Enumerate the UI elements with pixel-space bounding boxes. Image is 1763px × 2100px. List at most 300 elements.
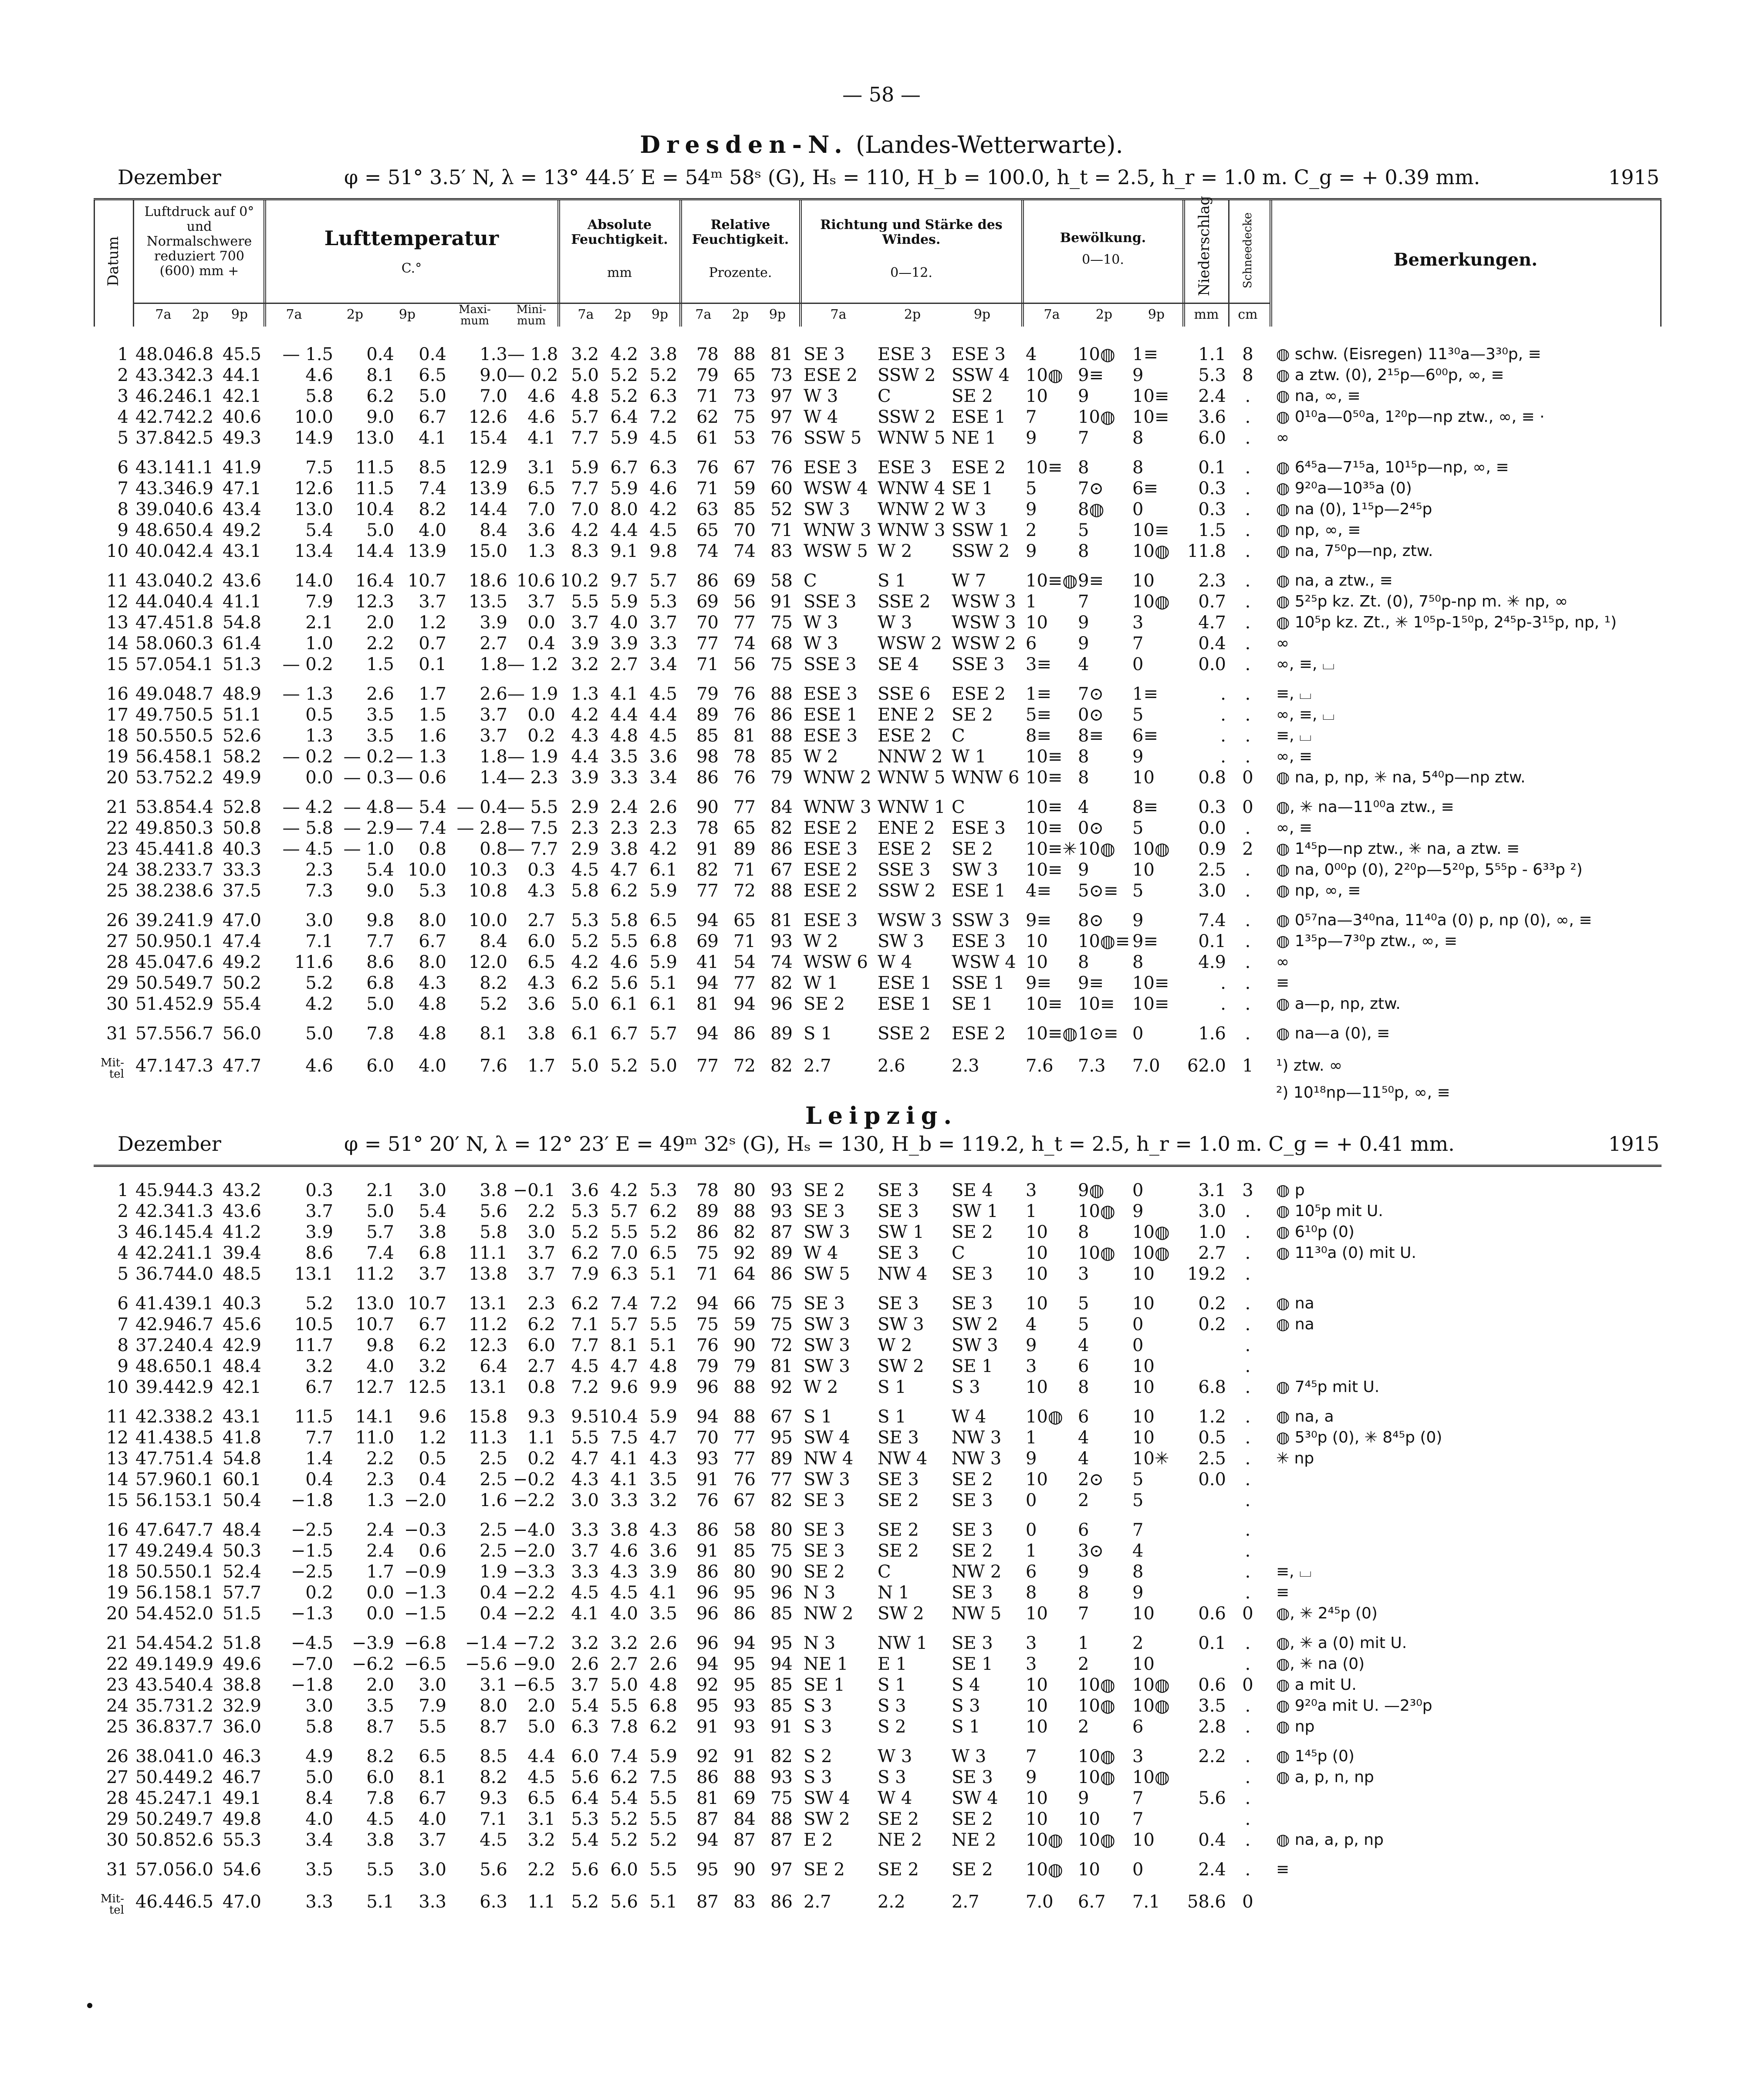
temp-9p-cell: 1.2 — [419, 613, 446, 633]
cloud-7a-cell: 10 — [1026, 1470, 1048, 1490]
temp-9p-cell: 1.6 — [419, 726, 446, 746]
remarks-cell: ◍ na—a (0), ≡ — [1276, 1025, 1390, 1042]
mean-label: Mit-tel — [100, 1056, 124, 1081]
rel-hum-2p-cell: 79 — [733, 1356, 756, 1376]
temp-7a-cell: — 0.2 — [282, 747, 333, 767]
rel-hum-9p-cell: 72 — [770, 1335, 793, 1355]
cloud-9p-cell: 10◍ — [1132, 1243, 1170, 1263]
remarks-cell: ◍ 0¹⁰a—0⁵⁰a, 1²⁰p—np ztw., ∞, ≡ · — [1276, 408, 1545, 426]
snow-cover-cell: . — [1245, 1024, 1251, 1044]
snow-cover-cell: . — [1245, 1449, 1251, 1469]
pressure-9p-cell: 49.2 — [222, 952, 261, 972]
wind-2p-cell: ESE 1 — [878, 973, 932, 993]
rel-hum-7a-cell: 82 — [696, 860, 719, 880]
pressure-7a-cell: 41.4 — [135, 1294, 174, 1314]
wind-2p-cell: NW 1 — [878, 1633, 928, 1653]
snow-cover-cell: . — [1245, 458, 1251, 478]
pressure-2p-cell: 49.9 — [174, 1654, 213, 1674]
pressure-7a-cell: 53.8 — [135, 797, 174, 817]
rel-hum-2p-cell: 72 — [733, 1056, 756, 1076]
remarks-cell: ◍ na, a — [1276, 1408, 1334, 1426]
abs-hum-7a-cell: 4.4 — [571, 747, 599, 767]
abs-hum-2p-cell: 2.7 — [610, 654, 638, 674]
rel-hum-2p-cell: 54 — [733, 952, 756, 972]
day-cell: 3 — [117, 386, 128, 406]
abs-hum-7a-cell: 10.2 — [560, 571, 599, 591]
abs-hum-7a-cell: 5.9 — [571, 458, 599, 478]
temp-9p-cell: 7.9 — [419, 1696, 446, 1716]
cloud-9p-cell: 10◍ — [1132, 1767, 1170, 1787]
remarks-cell: ∞, ≡ — [1276, 748, 1313, 765]
temp-2p-cell: 2.1 — [366, 1180, 394, 1200]
remarks-cell: ◍, ✳ a (0) mit U. — [1276, 1634, 1407, 1652]
cloud-9p-cell: 10◍ — [1132, 839, 1170, 859]
pressure-9p-cell: 40.3 — [222, 1294, 261, 1314]
precipitation-cell: 0.9 — [1198, 839, 1226, 859]
wind-2p-cell: ENE 2 — [878, 818, 935, 838]
day-cell: 21 — [106, 1633, 128, 1653]
wind-9p-cell: S 4 — [952, 1675, 980, 1695]
remarks-cell: ◍ 10⁵p mit U. — [1276, 1202, 1383, 1220]
precipitation-cell: 3.6 — [1198, 407, 1226, 427]
wind-7a-cell: WSW 6 — [804, 952, 868, 972]
pressure-7a-cell: 42.3 — [135, 1407, 174, 1427]
remarks-cell: ◍ na, a, p, np — [1276, 1831, 1384, 1849]
cloud-7a-cell: 6 — [1026, 634, 1037, 654]
table-row — [94, 839, 1662, 860]
sub-2p: 2p — [192, 307, 209, 322]
cloud-9p-cell: 5 — [1132, 1490, 1144, 1510]
abs-hum-7a-cell: 5.4 — [571, 1830, 599, 1850]
cloud-2p-cell: 1⊙≡ — [1078, 1024, 1118, 1044]
mean-row — [94, 1891, 1662, 1918]
temp-min-cell: 0.0 — [527, 705, 555, 725]
snow-cover-cell: . — [1245, 952, 1251, 972]
pressure-2p-cell: 47.1 — [174, 1788, 213, 1808]
temp-9p-cell: 3.7 — [419, 1264, 446, 1284]
abs-hum-2p-cell: 6.0 — [610, 1860, 638, 1880]
temp-7a-cell: 2.1 — [305, 613, 333, 633]
remarks-cell: ◍ 10⁵p kz. Zt., ✳ 1⁰⁵p-1⁵⁰p, 2⁴⁵p-3¹⁵p, np, ¹) — [1276, 613, 1617, 631]
cloud-2p-cell: 6 — [1078, 1356, 1089, 1376]
pressure-2p-cell: 54.2 — [174, 1633, 213, 1653]
abs-hum-2p-cell: 6.7 — [610, 1024, 638, 1044]
rule — [263, 200, 266, 327]
sub-9p: 9p — [1148, 307, 1165, 322]
temp-7a-cell: 12.6 — [294, 479, 333, 499]
table-row — [94, 428, 1662, 448]
pressure-2p-cell: 41.3 — [174, 1201, 213, 1221]
pressure-2p-cell: 49.7 — [174, 973, 213, 993]
day-cell: 20 — [106, 768, 128, 788]
rel-hum-7a-cell: 71 — [696, 386, 719, 406]
pressure-2p-cell: 41.0 — [174, 1746, 213, 1766]
temp-7a-cell: 8.4 — [305, 1788, 333, 1808]
pressure-2p-cell: 40.4 — [174, 1335, 213, 1355]
pressure-2p-cell: 49.7 — [174, 1809, 213, 1829]
pressure-9p-cell: 49.3 — [222, 428, 261, 448]
temp-2p-cell: 7.7 — [366, 931, 394, 951]
abs-hum-7a-cell: 9.5 — [571, 1407, 599, 1427]
wind-9p-cell: SE 2 — [952, 1470, 993, 1490]
cloud-9p-cell: 10≡ — [1132, 994, 1169, 1014]
wind-9p-cell: ESE 2 — [952, 1024, 1006, 1044]
rel-hum-9p-cell: 90 — [770, 1562, 793, 1582]
cloud-7a-cell: 0 — [1026, 1520, 1037, 1540]
temp-min-cell: −2.2 — [513, 1490, 555, 1510]
temp-min-cell: 1.1 — [527, 1892, 555, 1912]
temp-min-cell: 6.0 — [527, 931, 555, 951]
cloud-7a-cell: 3 — [1026, 1180, 1037, 1200]
abs-hum-2p-cell: 5.5 — [610, 1222, 638, 1242]
table-row — [94, 570, 1662, 591]
wind-2p-cell: ESE 3 — [878, 458, 932, 478]
rel-hum-7a-cell: 95 — [696, 1696, 719, 1716]
abs-hum-7a-cell: 3.9 — [571, 634, 599, 654]
temp-9p-cell: 6.5 — [419, 1746, 446, 1766]
remarks-cell: ≡ — [1276, 1584, 1290, 1601]
wind-2p-cell: SE 2 — [878, 1860, 919, 1880]
precipitation-cell: 1.5 — [1198, 520, 1226, 540]
abs-hum-2p-cell: 4.5 — [610, 1583, 638, 1603]
table-row — [94, 910, 1662, 931]
rel-hum-9p-cell: 85 — [770, 1675, 793, 1695]
temp-min-cell: −0.2 — [513, 1470, 555, 1490]
day-cell: 9 — [117, 1356, 128, 1376]
wind-7a-cell: WSW 5 — [804, 541, 868, 561]
cloud-2p-cell: 10◍ — [1078, 407, 1115, 427]
wind-2p-cell: SW 1 — [878, 1222, 924, 1242]
pressure-7a-cell: 50.5 — [135, 973, 174, 993]
pressure-9p-cell: 43.2 — [222, 1180, 261, 1200]
wind-9p-cell: SSW 4 — [952, 365, 1010, 385]
temp-7a-cell: 0.5 — [305, 705, 333, 725]
wind-7a-cell: W 3 — [804, 613, 838, 633]
abs-hum-9p-cell: 5.2 — [649, 1830, 677, 1850]
temp-min-cell: — 1.8 — [507, 344, 558, 364]
abs-hum-7a-cell: 2.9 — [571, 797, 599, 817]
table-row — [94, 952, 1662, 973]
wind-9p-cell: W 3 — [952, 499, 986, 519]
rel-hum-7a-cell: 94 — [696, 1407, 719, 1427]
snow-cover-cell: . — [1245, 1860, 1251, 1880]
cloud-2p-cell: 9≡ — [1078, 365, 1104, 385]
pressure-2p-cell: 51.4 — [174, 1449, 213, 1469]
wind-7a-cell: SE 2 — [804, 1860, 845, 1880]
station-parameters: φ = 51° 3.5′ N, λ = 13° 44.5′ E = 54ᵐ 58ˢ (G), Hₛ = 110, H_b = 100.0, h_t = 2.5, h_r = 1.0 m. C_g = + 0.39 mm. — [344, 165, 1480, 189]
rel-hum-7a-cell: 78 — [696, 818, 719, 838]
pressure-9p-cell: 48.4 — [222, 1356, 261, 1376]
cloud-2p-cell: 9 — [1078, 634, 1089, 654]
cloud-2p-cell: 8 — [1078, 768, 1089, 788]
year-label: 1915 — [1608, 165, 1659, 189]
temp-9p-cell: — 1.3 — [395, 747, 446, 767]
wind-7a-cell: C — [804, 571, 817, 591]
cloud-9p-cell: 10≡ — [1132, 520, 1169, 540]
pressure-2p-cell: 52.9 — [174, 994, 213, 1014]
pressure-9p-cell: 41.8 — [222, 1428, 261, 1448]
cloud-9p-cell: 10◍ — [1132, 1675, 1170, 1695]
wind-9p-cell: NW 5 — [952, 1604, 1002, 1624]
remarks-cell: ◍ na, 0⁰⁰p (0), 2²⁰p—5²⁰p, 5⁵⁵p - 6³³p ²) — [1276, 861, 1583, 879]
temp-9p-cell: 0.6 — [419, 1541, 446, 1561]
wind-9p-cell: SE 3 — [952, 1490, 993, 1510]
temp-max-cell: 12.3 — [468, 1335, 507, 1355]
abs-hum-7a-cell: 5.0 — [571, 1056, 599, 1076]
wind-7a-cell: ESE 3 — [804, 839, 858, 859]
cloud-7a-cell: 1 — [1026, 1428, 1037, 1448]
rel-hum-9p-cell: 91 — [770, 592, 793, 612]
cloud-7a-cell: 3 — [1026, 1654, 1037, 1674]
cloud-2p-cell: 9◍ — [1078, 1180, 1104, 1200]
snow-cover-cell: . — [1245, 881, 1251, 901]
wind-7a-cell: NW 2 — [804, 1604, 854, 1624]
abs-hum-2p-cell: 4.6 — [610, 952, 638, 972]
pressure-2p-cell: 31.2 — [174, 1696, 213, 1716]
precipitation-cell: 0.4 — [1198, 1830, 1226, 1850]
abs-hum-9p-cell: 5.9 — [649, 1407, 677, 1427]
temp-9p-cell: 6.2 — [419, 1335, 446, 1355]
abs-hum-7a-cell: 3.3 — [571, 1520, 599, 1540]
temp-9p-cell: 3.8 — [419, 1222, 446, 1242]
pressure-2p-cell: 46.7 — [174, 1315, 213, 1335]
temp-min-cell: 2.2 — [527, 1201, 555, 1221]
temp-max-cell: 8.4 — [480, 520, 507, 540]
table-header-dresden — [94, 198, 1662, 327]
bemerkungen-header: Bemerkungen. — [1393, 249, 1538, 270]
wind-2p-cell: SW 2 — [878, 1604, 924, 1624]
pressure-7a-cell: 50.2 — [135, 1809, 174, 1829]
cloud-7a-cell: 4≡ — [1026, 881, 1051, 901]
temp-2p-cell: 6.0 — [366, 1056, 394, 1076]
wind-9p-cell: SE 2 — [952, 1860, 993, 1880]
temp-2p-cell: 0.0 — [366, 1604, 394, 1624]
temp-max-cell: 1.8 — [480, 654, 507, 674]
snow-cover-cell: 8 — [1242, 344, 1253, 364]
snow-cover-cell: . — [1245, 1315, 1251, 1335]
pressure-9p-cell: 43.1 — [222, 541, 261, 561]
temp-max-cell: 2.5 — [480, 1520, 507, 1540]
table-row — [94, 1180, 1662, 1201]
day-cell: 6 — [117, 458, 128, 478]
pressure-9p-cell: 52.4 — [222, 1562, 261, 1582]
temp-min-cell: 1.3 — [527, 541, 555, 561]
pressure-2p-cell: 33.7 — [174, 860, 213, 880]
day-cell: 5 — [117, 1264, 128, 1284]
temp-7a-cell: −1.3 — [290, 1604, 333, 1624]
wind-9p-cell: SE 2 — [952, 1222, 993, 1242]
wind-9p-cell: SW 3 — [952, 1335, 998, 1355]
wind-2p-cell: W 3 — [878, 613, 912, 633]
pressure-2p-cell: 38.5 — [174, 1428, 213, 1448]
table-row — [94, 1767, 1662, 1788]
temp-max-cell: 0.4 — [480, 1583, 507, 1603]
cloud-2p-cell: 3⊙ — [1078, 1541, 1104, 1561]
pressure-9p-cell: 51.3 — [222, 654, 261, 674]
abs-hum-2p-cell: 3.3 — [610, 768, 638, 788]
abs-hum-2p-cell: 4.0 — [610, 1604, 638, 1624]
day-cell: 14 — [106, 1470, 128, 1490]
temp-min-cell: 6.5 — [527, 479, 555, 499]
rel-hum-7a-cell: 94 — [696, 910, 719, 930]
pressure-9p-cell: 48.5 — [222, 1264, 261, 1284]
temp-9p-cell: 3.2 — [419, 1356, 446, 1376]
wind-9p-cell: SW 3 — [952, 860, 998, 880]
month-label: Dezember — [118, 1132, 221, 1156]
table-row — [94, 1490, 1662, 1511]
rel-hum-9p-cell: 85 — [770, 1604, 793, 1624]
wind-7a-cell: W 3 — [804, 386, 838, 406]
temp-7a-cell: 7.9 — [305, 592, 333, 612]
wind-2p-cell: WSW 2 — [878, 634, 942, 654]
remarks-cell: ◍ 5³⁰p (0), ✳ 8⁴⁵p (0) — [1276, 1429, 1442, 1446]
data-rows-dresden — [94, 344, 1662, 1103]
rel-hum-7a-cell: 87 — [696, 1892, 719, 1912]
abs-hum-9p-cell: 4.4 — [649, 705, 677, 725]
cloud-7a-cell: 1 — [1026, 592, 1037, 612]
snow-cover-cell: . — [1245, 1201, 1251, 1221]
sub-2p: 2p — [614, 307, 632, 322]
cloud-7a-cell: 10≡ — [1026, 458, 1063, 478]
abs-hum-9p-cell: 5.2 — [649, 1222, 677, 1242]
wind-7a-cell: ESE 3 — [804, 458, 858, 478]
abs-hum-7a-cell: 4.2 — [571, 952, 599, 972]
abs-hum-2p-cell: 4.7 — [610, 1356, 638, 1376]
table-row — [94, 1335, 1662, 1356]
wind-2p-cell: NE 2 — [878, 1830, 922, 1850]
cloud-2p-cell: 3 — [1078, 1264, 1089, 1284]
table-row — [94, 1788, 1662, 1809]
temp-7a-cell: 10.5 — [294, 1315, 333, 1335]
snow-cover-cell: . — [1245, 1767, 1251, 1787]
abs-hum-9p-cell: 6.1 — [649, 860, 677, 880]
temp-max-cell: 7.6 — [480, 1056, 507, 1076]
abs-hum-9p-cell: 5.9 — [649, 881, 677, 901]
wind-9p-cell: NW 3 — [952, 1449, 1002, 1469]
temp-min-cell: −0.1 — [513, 1180, 555, 1200]
abs-hum-7a-cell: 4.8 — [571, 386, 599, 406]
precipitation-cell: 6.8 — [1198, 1377, 1226, 1397]
remarks-cell: ∞, ≡, ⌴ — [1276, 655, 1335, 673]
temp-min-cell: 4.6 — [527, 407, 555, 427]
abs-hum-9p-cell: 4.7 — [649, 1428, 677, 1448]
pressure-2p-cell: 52.0 — [174, 1604, 213, 1624]
temp-max-cell: 13.1 — [468, 1294, 507, 1314]
rel-hum-2p-cell: 77 — [733, 1449, 756, 1469]
temp-max-cell: 8.7 — [480, 1717, 507, 1737]
temp-7a-cell: 5.8 — [305, 386, 333, 406]
temp-7a-cell: 13.0 — [294, 499, 333, 519]
table-row — [94, 633, 1662, 654]
cloud-2p-cell: 8 — [1078, 1377, 1089, 1397]
snow-cover-cell: . — [1245, 931, 1251, 951]
day-cell: 9 — [117, 520, 128, 540]
abs-hum-7a-cell: 5.2 — [571, 931, 599, 951]
temp-2p-cell: 7.4 — [366, 1243, 394, 1263]
cloud-7a-cell: 9 — [1026, 1767, 1037, 1787]
abs-hum-2p-cell: 5.2 — [610, 386, 638, 406]
day-cell: 25 — [106, 1717, 128, 1737]
pressure-2p-cell: 45.4 — [174, 1222, 213, 1242]
temp-7a-cell: 0.4 — [305, 1470, 333, 1490]
rel-hum-7a-cell: 94 — [696, 973, 719, 993]
cloud-7a-cell: 9≡ — [1026, 973, 1051, 993]
cloud-9p-cell: 4 — [1132, 1541, 1144, 1561]
temp-max-cell: 11.1 — [468, 1243, 507, 1263]
precipitation-cell: 7.4 — [1198, 910, 1226, 930]
rel-hum-9p-cell: 74 — [770, 952, 793, 972]
remarks-cell: ◍ 1⁴⁵p (0) — [1276, 1747, 1354, 1765]
temp-2p-cell: 13.0 — [355, 1294, 394, 1314]
temp-min-cell: −7.2 — [513, 1633, 555, 1653]
wind-7a-cell: SW 4 — [804, 1428, 850, 1448]
temp-9p-cell: 4.8 — [419, 994, 446, 1014]
wind-9p-cell: SE 4 — [952, 1180, 993, 1200]
precipitation-cell: 2.3 — [1198, 571, 1226, 591]
abs-hum-7a-cell: 5.0 — [571, 365, 599, 385]
precipitation-cell: 4.7 — [1198, 613, 1226, 633]
abs-hum-9p-cell: 5.7 — [649, 571, 677, 591]
cloud-2p-cell: 8 — [1078, 952, 1089, 972]
abs-hum-7a-cell: 6.2 — [571, 973, 599, 993]
wind-7a-cell: S 2 — [804, 1746, 832, 1766]
day-cell: 23 — [106, 1675, 128, 1695]
day-cell: 1 — [117, 1180, 128, 1200]
wind-2p-cell: SSW 2 — [878, 365, 936, 385]
abs-hum-2p-cell: 4.2 — [610, 1180, 638, 1200]
day-cell: 8 — [117, 499, 128, 519]
temp-min-cell: 6.5 — [527, 952, 555, 972]
cloud-2p-cell: 5⊙≡ — [1078, 881, 1118, 901]
rel-hum-2p-cell: 93 — [733, 1696, 756, 1716]
rel-hum-2p-cell: 88 — [733, 344, 756, 364]
wind-7a-cell: ESE 1 — [804, 705, 858, 725]
wind-2p-cell: ESE 1 — [878, 994, 932, 1014]
sub-9p: 9p — [769, 307, 786, 322]
rel-hum-7a-cell: 92 — [696, 1675, 719, 1695]
temp-max-cell: 1.9 — [480, 1562, 507, 1582]
pressure-9p-cell: 40.3 — [222, 839, 261, 859]
sub-7a: 7a — [155, 307, 172, 322]
precipitation-cell: . — [1220, 705, 1226, 725]
wind-7a-cell: ESE 3 — [804, 684, 858, 704]
temp-9p-cell: 4.0 — [419, 1056, 446, 1076]
cloud-7a-cell: 2 — [1026, 520, 1037, 540]
abs-hum-7a-cell: 6.0 — [571, 1746, 599, 1766]
temp-2p-cell: 2.6 — [366, 684, 394, 704]
rel-hum-2p-cell: 94 — [733, 994, 756, 1014]
temp-max-cell: 8.2 — [480, 1767, 507, 1787]
pressure-7a-cell: 54.4 — [135, 1604, 174, 1624]
pressure-7a-cell: 58.0 — [135, 634, 174, 654]
rel-hum-7a-cell: 76 — [696, 458, 719, 478]
table-row — [94, 1696, 1662, 1716]
cloud-9p-cell: 8 — [1132, 458, 1144, 478]
remarks-cell: ◍ np, ∞, ≡ — [1276, 882, 1361, 900]
abs-hum-2p-cell: 5.6 — [610, 1892, 638, 1912]
table-row — [94, 654, 1662, 675]
temp-7a-cell: 1.4 — [305, 1449, 333, 1469]
day-cell: 26 — [106, 910, 128, 930]
day-cell: 24 — [106, 1696, 128, 1716]
cloud-9p-cell: 0 — [1132, 1860, 1144, 1880]
luftdruck-header: Luftdruck auf 0° und Normalschwere reduziert 700 (600) mm + — [144, 204, 254, 279]
rel-hum-9p-cell: 81 — [770, 1356, 793, 1376]
pressure-7a-cell: 38.0 — [135, 1746, 174, 1766]
snow-cover-cell: . — [1245, 726, 1251, 746]
temp-min-cell: 4.3 — [527, 881, 555, 901]
abs-hum-7a-cell: 3.2 — [571, 344, 599, 364]
